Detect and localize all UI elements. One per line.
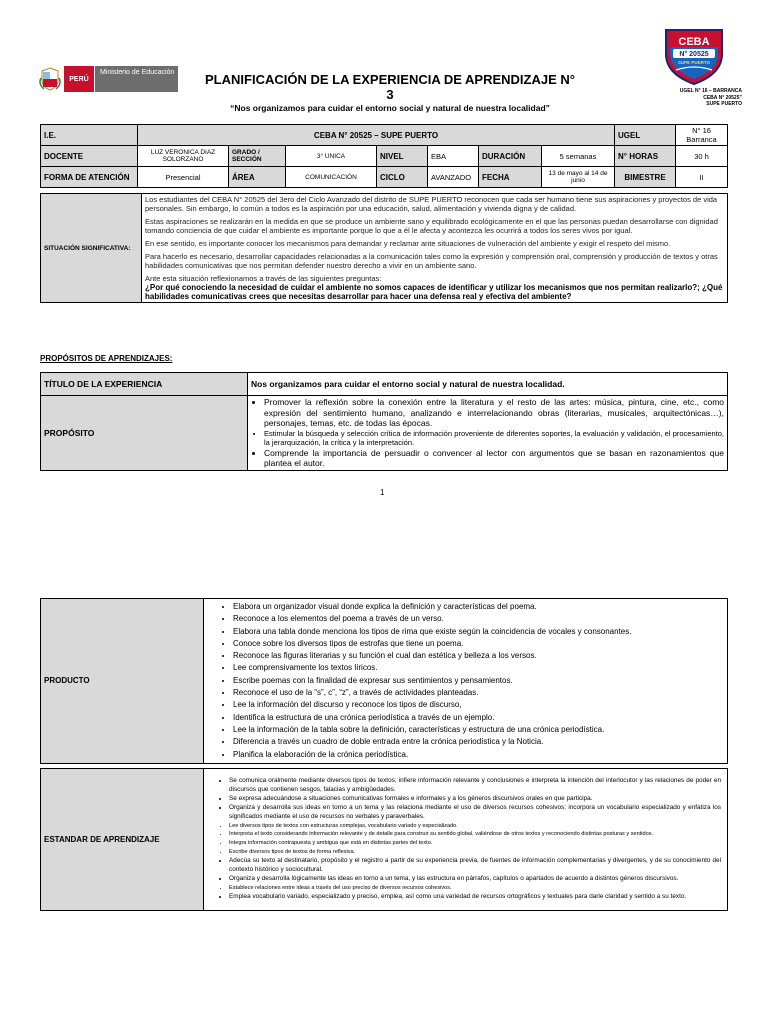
forma-value: Presencial bbox=[138, 167, 229, 188]
ugel-line: SUPE PUERTO bbox=[706, 101, 742, 107]
table-row bbox=[41, 769, 728, 911]
list-item: • Reconoce a los elementos del poema a través de un verso. bbox=[233, 613, 724, 625]
list-item: • Elabora una tabla donde menciona los tipos de rima que existe según la coincidencia de vocales y consonantes. bbox=[233, 626, 724, 638]
list-item: • Promover la reflexión sobre la conexión entre la literatura y el resto de las artes: música, pintura, cine, etc., como expresión del sentimiento humano, analizando e interrelacionando obras (literarias, musicales, arquitectónicas…), personajes, temas, etc. de todas las épocas. bbox=[264, 397, 724, 429]
titulo-label: TÍTULO DE LA EXPERIENCIA bbox=[41, 373, 248, 396]
bimestre-value: II bbox=[676, 167, 728, 188]
producto-content bbox=[204, 599, 728, 764]
table-row bbox=[41, 167, 728, 188]
ugel-label: UGEL bbox=[615, 125, 676, 146]
table-row bbox=[41, 373, 728, 396]
estandar-list bbox=[216, 777, 721, 902]
estandar-table bbox=[40, 768, 728, 911]
situacion-paragraph: Para hacerlo es necesario, desarrollar capacidades relacionadas a la comunicación tales como la expresión y comprensión oral, comprensión y producción de textos y otras habilidades comunicativas que nos permitan defender nuestro derecho a vivir en un ambiente sano. bbox=[145, 252, 718, 270]
table-row bbox=[41, 194, 728, 303]
table-row bbox=[41, 599, 728, 764]
list-item: • Planifica la elaboración de la crónica periodística. bbox=[233, 749, 724, 761]
ciclo-value: AVANZADO bbox=[428, 167, 479, 188]
fecha-label: FECHA bbox=[479, 167, 542, 188]
producto-label: PRODUCTO bbox=[41, 599, 204, 764]
list-item: • Estimular la búsqueda y selección crítica de información proveniente de diferentes soportes, la evaluación y validación, el procesamiento, la jerarquización, la crítica y la interpretación. bbox=[264, 429, 724, 448]
list-item: • Escribe diversos tipos de textos de forma reflexiva. bbox=[229, 848, 721, 857]
ugel-caption bbox=[660, 88, 742, 108]
estandar-label: ESTANDAR DE APRENDIZAJE bbox=[41, 769, 204, 911]
grado-value: 3° UNICA bbox=[286, 146, 377, 167]
situacion-label: SITUACIÓN SIGNIFICATIVA: bbox=[41, 194, 142, 303]
list-item: • Elabora un organizador visual donde explica la definición y características del poema. bbox=[233, 601, 724, 613]
horas-value: 30 h bbox=[676, 146, 728, 167]
propositos-table bbox=[40, 372, 728, 471]
peru-label: PERÚ bbox=[64, 66, 94, 92]
docente-label: DOCENTE bbox=[41, 146, 138, 167]
ugel-value: N° 16 Barranca bbox=[676, 125, 728, 146]
ceba-logo-number: N° 20525 bbox=[679, 51, 709, 58]
situacion-paragraph: Ante esta situación reflexionamos a través de las siguientes preguntas: bbox=[145, 274, 382, 283]
ceba-logo-place: SUPE PUERTO bbox=[677, 60, 711, 65]
ceba-shield-icon bbox=[660, 24, 728, 86]
situacion-question: ¿Por qué conociendo la necesidad de cuidar el ambiente no somos capaces de identificar y utilizar los mecanismos que nos permitan realizarlo?; ¿Qué habilidades comunicativas crees que necesitas desarrollar para hacer una defensa real y efectiva del ambiente? bbox=[145, 283, 723, 301]
situacion-paragraph: En ese sentido, es importante conocer los mecanismos para demandar y reclamar ante situaciones de vulneración del ambiente y exigir el respeto del mismo. bbox=[145, 239, 671, 248]
list-item: • Comprende la importancia de persuadir o convencer al lector con argumentos que se basan en razonamientos que plantea el autor. bbox=[264, 448, 724, 469]
info-table bbox=[40, 124, 728, 188]
page-subtitle: “Nos organizamos para cuidar el entorno social y natural de nuestra localidad” bbox=[230, 103, 550, 113]
list-item: • Establece relaciones entre ideas a través del uso preciso de diversos recursos cohesivos. bbox=[229, 884, 721, 893]
nivel-label: NIVEL bbox=[377, 146, 428, 167]
table-row bbox=[41, 146, 728, 167]
list-item: • Emplea vocabulario variado, especializado y preciso, emplea, así como una variedad de recursos ortográficos y textuales para darle claridad y sentido a su texto. bbox=[229, 893, 721, 902]
list-item: • Organiza y desarrolla lógicamente las ideas en torno a un tema, y las estructura en párrafos, capítulos o apartados de acuerdo a distintos géneros discursivos. bbox=[229, 875, 721, 884]
duracion-value: 5 semanas bbox=[542, 146, 615, 167]
producto-table bbox=[40, 598, 728, 764]
estandar-content bbox=[204, 769, 728, 911]
list-item: • Interpreta el texto considerando información relevante y de detalle para construir su sentido global, valiéndose de otros textos y reconociendo distintas posturas y sentidos. bbox=[229, 830, 721, 839]
table-row bbox=[41, 396, 728, 471]
situacion-paragraph: Los estudiantes del CEBA N° 20525 del 3ero del Ciclo Avanzado del distrito de SUPE PUERTO reconocen que cada ser humano tiene sus aspiraciones y proyectos de vida personales. Sin embargo, lo común a todos es la aspiración por una educación, salud, alimentación y vivienda digna y de calidad. bbox=[145, 195, 718, 213]
list-item: • Conoce sobre los diversos tipos de estrofas que tiene un poema. bbox=[233, 638, 724, 650]
horas-label: N° HORAS bbox=[615, 146, 676, 167]
ugel-line: CEBA N° 20525” bbox=[703, 94, 742, 101]
docente-value: LUZ VERONICA DIAZ SOLORZANO bbox=[138, 146, 229, 167]
page-number: 1 bbox=[380, 488, 385, 497]
ceba-logo bbox=[660, 24, 728, 86]
grado-label: GRADO / SECCIÓN bbox=[229, 146, 286, 167]
proposito-list bbox=[251, 397, 724, 469]
page-title: PLANIFICACIÓN DE LA EXPERIENCIA DE APRENDIZAJE N° 3 bbox=[205, 72, 575, 102]
peru-shield-icon bbox=[38, 66, 62, 92]
ugel-line: UGEL N° 16 – BARRANCA bbox=[679, 88, 742, 94]
area-label: ÁREA bbox=[229, 167, 286, 188]
list-item: • Identifica la estructura de una crónica periodística a través de un ejemplo. bbox=[233, 712, 724, 724]
duracion-label: DURACIÓN bbox=[479, 146, 542, 167]
forma-label: FORMA DE ATENCIÓN bbox=[41, 167, 138, 188]
nivel-value: EBA bbox=[428, 146, 479, 167]
list-item: • Integra información contrapuesta y ambigua que está en distintas partes del texto. bbox=[229, 839, 721, 848]
list-item: • Escribe poemas con la finalidad de expresar sus sentimientos y pensamientos. bbox=[233, 675, 724, 687]
list-item: • Adecúa su texto al destinatario, propósito y el registro a partir de su experiencia previa, de fuentes de información complementarias y divergentes, y de su conocimiento del contexto histórico y sociocultural. bbox=[229, 857, 721, 875]
titulo-value: Nos organizamos para cuidar el entorno social y natural de nuestra localidad. bbox=[248, 373, 728, 396]
proposito-label: PROPÓSITO bbox=[41, 396, 248, 471]
situacion-paragraph: Estas aspiraciones se realizarán en la medida en que se produce un ambiente sano y equilibrado ecológicamente en el que las personas puedan desarrollarse con dignidad tomando conciencia de que cuidar el ambiente es importante porque lo que a él le afecta y acontezca les ocurrirá a todos los seres vivos por igual. bbox=[145, 217, 718, 235]
list-item: • Se comunica oralmente mediante diversos tipos de textos; infiere información relevante y conclusiones e interpreta la intención del interlocutor y las relaciones de poder en discursos que contienen sesgos, falacias y ambigüedades. bbox=[229, 777, 721, 795]
list-item: • Lee la información de la tabla sobre la definición, características y estructura de una crónica periodística. bbox=[233, 724, 724, 736]
ciclo-label: CICLO bbox=[377, 167, 428, 188]
list-item: • Reconoce las figuras literarias y su función el cual dan estética y belleza a los versos. bbox=[233, 650, 724, 662]
list-item: • Diferencia a través un cuadro de doble entrada entre la crónica periodística y la Noticia. bbox=[233, 736, 724, 748]
producto-list bbox=[220, 601, 724, 761]
proposito-content bbox=[248, 396, 728, 471]
list-item: • Organiza y desarrolla sus ideas en torno a un tema y las relaciona mediante el uso de diversos recursos cohesivos; incorpora un vocabulario especializado y enfatiza los significados mediante el uso de recursos no verbales y paraverbales. bbox=[229, 804, 721, 822]
list-item: • Lee comprensivamente los textos líricos. bbox=[233, 662, 724, 674]
bimestre-label: BIMESTRE bbox=[615, 167, 676, 188]
situacion-content bbox=[142, 194, 728, 303]
list-item: • Se expresa adecuándose a situaciones comunicativas formales e informales y a los géneros discursivos orales en que participa. bbox=[229, 795, 721, 804]
ministerio-label: Ministerio de Educación bbox=[95, 66, 178, 92]
list-item: • Lee diversos tipos de textos con estructuras complejas, vocabulario variado y especializado. bbox=[229, 822, 721, 831]
fecha-value: 13 de mayo al 14 de junio bbox=[542, 167, 615, 188]
ministerio-logo bbox=[38, 64, 178, 96]
list-item: • Reconoce el uso de la “s”, c”, “z”, a través de actividades planteadas. bbox=[233, 687, 724, 699]
ie-value: CEBA N° 20525 – SUPE PUERTO bbox=[138, 125, 615, 146]
situacion-table bbox=[40, 193, 728, 303]
area-value: COMUNICACIÓN bbox=[286, 167, 377, 188]
propositos-heading: PROPÓSITOS DE APRENDIZAJES: bbox=[40, 354, 173, 363]
table-row bbox=[41, 125, 728, 146]
ceba-logo-text: CEBA bbox=[678, 36, 710, 48]
ie-label: I.E. bbox=[41, 125, 138, 146]
list-item: • Lee la información del discurso y reconoce los tipos de discurso, bbox=[233, 699, 724, 711]
